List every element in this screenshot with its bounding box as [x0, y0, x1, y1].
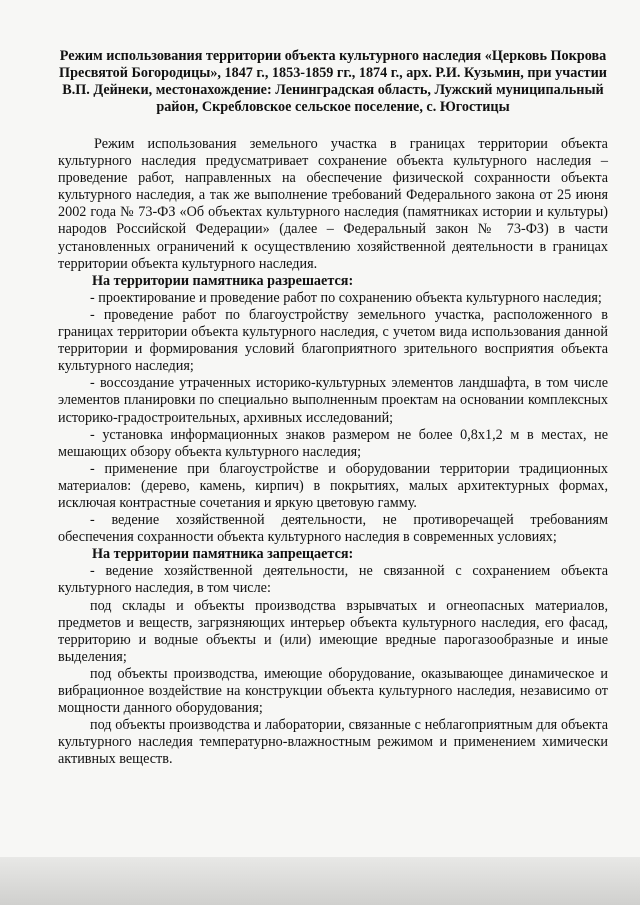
forbidden-item: под склады и объекты производства взрывчатых и огнеопасных материалов, предметов и веществ, загрязняющих интерьер объекта культурного наследия, его фасад, территорию и водные объекты и (или) имеющие вредные парогазообразные и иные выделения;	[58, 597, 608, 665]
allowed-heading: На территории памятника разрешается:	[92, 272, 354, 289]
forbidden-item: под объекты производства и лаборатории, связанные с неблагоприятным для объекта культурного наследия температурно-влажностным режимом и применением химически активных веществ.	[58, 717, 608, 768]
scan-bottom-edge	[0, 857, 640, 905]
forbidden-heading: На территории памятника запрещается:	[92, 546, 354, 563]
allowed-item: - проектирование и проведение работ по сохранению объекта культурного наследия;	[90, 289, 602, 306]
forbidden-item: под объекты производства, имеющие оборудование, оказывающее динамическое и вибрационное воздействие на конструкции объекта культурного наследия, независимо от мощности данного оборудования;	[58, 665, 608, 717]
allowed-item: - воссоздание утраченных историко-культурных элементов ландшафта, в том числе элементов планировки по специально выполненным проектам на основании комплексных историко-градостроительных, архивных исследований;	[58, 375, 608, 426]
allowed-item: - установка информационных знаков размером не более 0,8х1,2 м в местах, не мешающих обзору объекта культурного наследия;	[58, 426, 608, 460]
allowed-item: - ведение хозяйственной деятельности, не противоречащей требованиям обеспечения сохранности объекта культурного наследия в современных условиях;	[58, 512, 608, 546]
allowed-item: - проведение работ по благоустройству земельного участка, расположенного в границах территории объекта культурного наследия, с учетом вида использования данной территории и формирования условий благоприятного зрительного восприятия объекта культурного наследия;	[58, 306, 608, 375]
document-body	[58, 38, 608, 768]
forbidden-intro: - ведение хозяйственной деятельности, не связанной с сохранением объекта культурного наследия, в том числе:	[58, 563, 608, 597]
allowed-item: - применение при благоустройстве и оборудовании территории традиционных материалов: (дерево, камень, кирпич) в покрытиях, малых архитектурных формах, исключая контрастные сочетания и яркую цветовую гамму.	[58, 460, 608, 511]
document-title: Режим использования территории объекта культурного наследия «Церковь Покрова Пресвятой Богородицы», 1847 г., 1853-1859 гг., 1874 г., арх. Р.И. Кузьмин, при участии В.П. Дейнеки, местонахождение: Ленинградская область, Лужский муниципальный район, Скребловское сельское поселение, с. Югостицы	[59, 48, 607, 115]
intro-paragraph: Режим использования земельного участка в границах территории объекта культурного наследия предусматривает сохранение объекта культурного наследия – проведение работ, направленных на обеспечение физической сохранности объекта культурного наследия, а так же выполнение требований Федерального закона от 25 июня 2002 года № 73-ФЗ «Об объектах культурного наследия (памятниках истории и культуры) народов Российской Федерации» (далее – Федеральный закон № 73-ФЗ) в части установленных ограничений к осуществлению хозяйственной деятельности в границах территории объекта культурного наследия.	[58, 136, 608, 272]
